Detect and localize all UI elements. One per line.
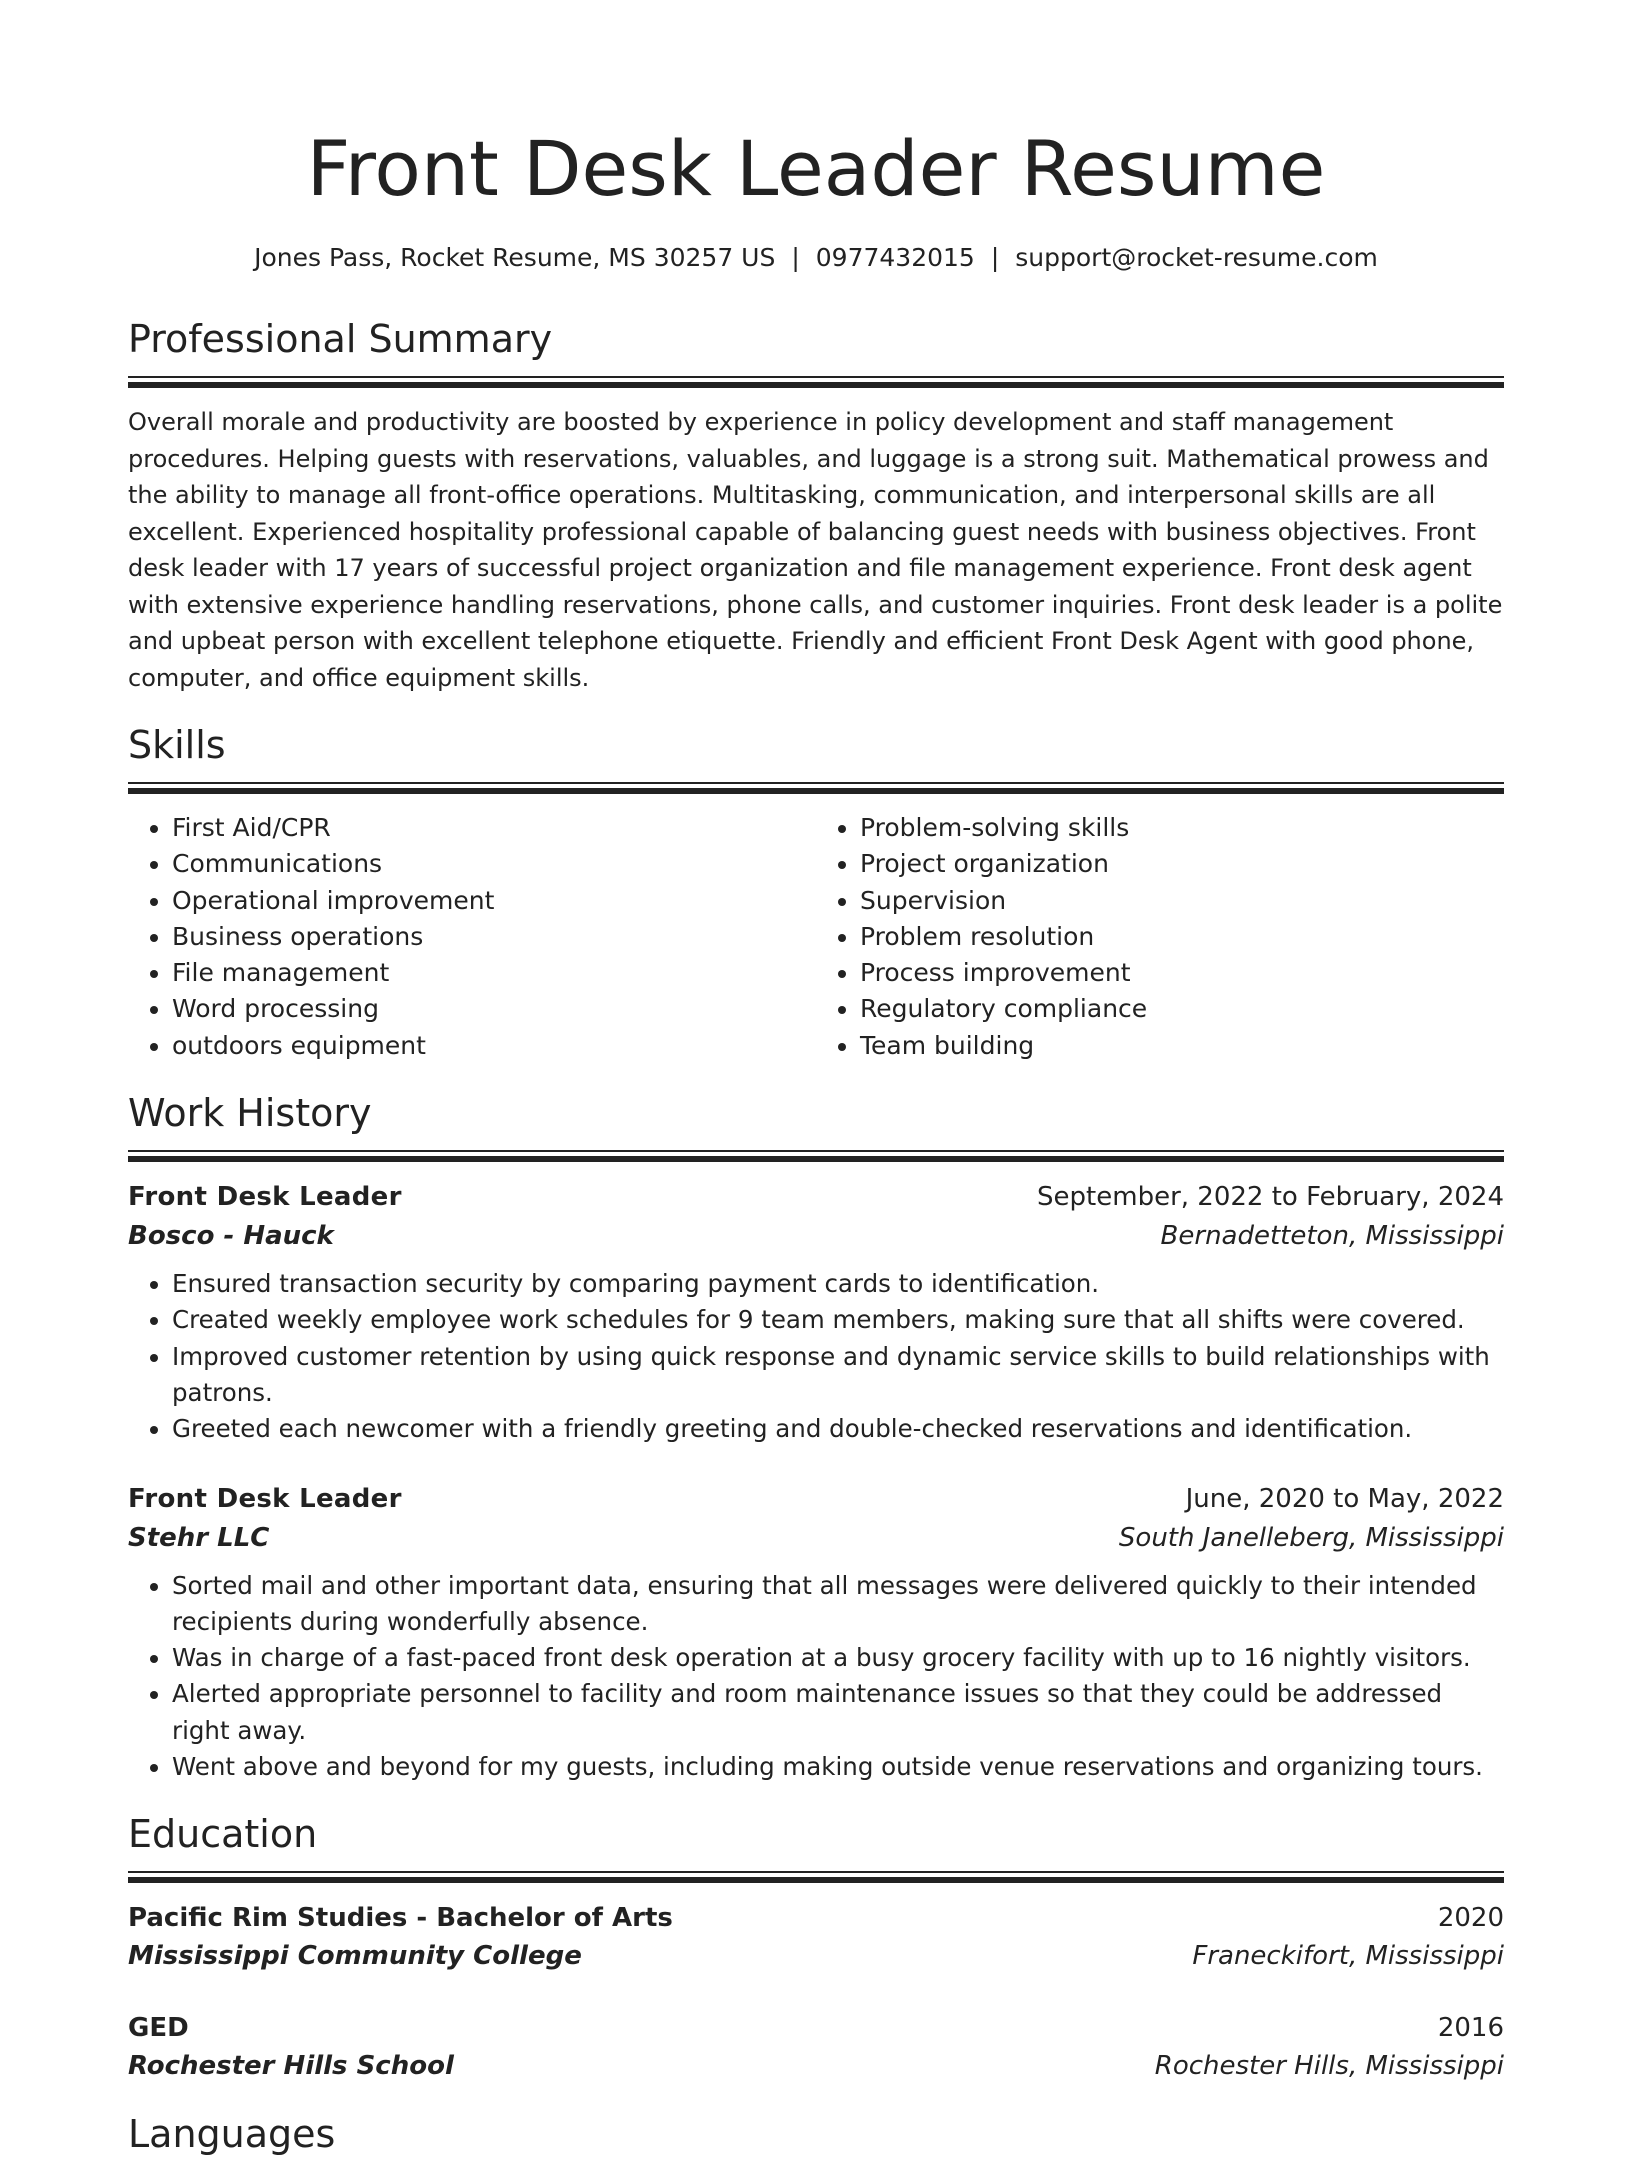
skill-item: • Business operations xyxy=(172,919,816,955)
job-header xyxy=(128,1178,1504,1216)
section-title-summary: Professional Summary xyxy=(128,317,553,361)
skill-item: • Regulatory compliance xyxy=(860,991,1504,1027)
job-dates: September, 2022 to February, 2024 xyxy=(1037,1182,1504,1213)
education-year: 2020 xyxy=(1437,1903,1504,1934)
summary-text: Overall morale and productivity are boosted by experience in policy development and staff management procedures. Helping guests with reservations, valuables, and luggage is a strong suit. Mathematical prowess and the ability to manage all front-office operations. Multitasking, communication, and interpersonal skills are all excellent. Experienced hospitality professional capable of balancing guest needs with business objectives. Front desk leader with 17 years of successful project organization and file management experience. Front desk agent with extensive experience handling reservations, phone calls, and customer inquiries. Front desk leader is a polite and upbeat person with excellent telephone etiquette. Friendly and efficient Front Desk Agent with good phone, computer, and office equipment skills. xyxy=(128,408,1503,692)
skill-item: • Operational improvement xyxy=(172,883,816,919)
education-location: Franeckifort, Mississippi xyxy=(1192,1941,1504,1972)
summary-section xyxy=(128,316,1504,696)
job-bullet: • Ensured transaction security by comparing payment cards to identification. xyxy=(172,1266,1504,1302)
languages-section xyxy=(128,2111,1504,2157)
skill-item: • File management xyxy=(172,955,816,991)
job-dates: June, 2020 to May, 2022 xyxy=(1185,1483,1504,1514)
contact-line xyxy=(128,242,1504,274)
skill-item: • Project organization xyxy=(860,846,1504,882)
section-rule-thin xyxy=(128,782,1504,784)
section-rule-thick xyxy=(128,1156,1504,1162)
skill-item: • Problem-solving skills xyxy=(860,810,1504,846)
section-rule-thin xyxy=(128,376,1504,378)
section-title-skills: Skills xyxy=(128,723,226,767)
education-header xyxy=(128,1899,1504,1937)
skill-item: • Process improvement xyxy=(860,955,1504,991)
job-bullet: • Sorted mail and other important data, ensuring that all messages were delivered quickly to their intended recipients during wonderfully absence. xyxy=(172,1568,1504,1641)
job-entry xyxy=(128,1178,1504,1447)
job-entry xyxy=(128,1480,1504,1786)
job-bullet: • Greeted each newcomer with a friendly greeting and double-checked reservations and identification. xyxy=(172,1411,1504,1447)
section-title-languages: Languages xyxy=(128,2112,336,2157)
job-location: Bernadetteton, Mississippi xyxy=(1160,1221,1504,1252)
education-location: Rochester Hills, Mississippi xyxy=(1154,2051,1504,2082)
skills-columns xyxy=(128,810,1504,1064)
education-section xyxy=(128,1811,1504,2085)
skill-item: • outdoors equipment xyxy=(172,1028,816,1064)
job-title: Front Desk Leader xyxy=(128,1182,402,1213)
work-section xyxy=(128,1090,1504,1785)
education-school: Mississippi Community College xyxy=(128,1941,582,1972)
section-rule-thin xyxy=(128,1871,1504,1873)
job-company: Bosco - Hauck xyxy=(128,1221,334,1252)
skill-item: • First Aid/CPR xyxy=(172,810,816,846)
job-bullet: • Alerted appropriate personnel to facility and room maintenance issues so that they could be addressed right away. xyxy=(172,1676,1504,1749)
section-title-work: Work History xyxy=(128,1091,372,1136)
job-bullets xyxy=(128,1568,1504,1786)
contact-email: support@rocket-resume.com xyxy=(1015,243,1378,272)
contact-separator: | xyxy=(990,243,1000,272)
job-subheader xyxy=(128,1216,1504,1256)
education-header xyxy=(128,2009,1504,2047)
section-rule-thin xyxy=(128,1150,1504,1152)
job-header xyxy=(128,1480,1504,1518)
section-rule-thick xyxy=(128,1877,1504,1883)
job-bullet: • Created weekly employee work schedules for 9 team members, making sure that all shifts were covered. xyxy=(172,1302,1504,1338)
job-bullet: • Improved customer retention by using quick response and dynamic service skills to build relationships with patrons. xyxy=(172,1339,1504,1412)
skills-section xyxy=(128,722,1504,1064)
contact-separator: | xyxy=(791,243,800,272)
skills-list-right xyxy=(816,810,1504,1064)
education-year: 2016 xyxy=(1437,2013,1504,2044)
section-title-education: Education xyxy=(128,1812,318,1857)
contact-address: Jones Pass, Rocket Resume, MS 30257 US xyxy=(254,243,776,272)
job-bullet: • Was in charge of a fast-paced front desk operation at a busy grocery facility with up to 16 nightly visitors. xyxy=(172,1640,1504,1676)
skill-item: • Team building xyxy=(860,1028,1504,1064)
education-entry xyxy=(128,1899,1504,1975)
contact-phone: 0977432015 xyxy=(815,243,975,272)
job-bullets xyxy=(128,1266,1504,1447)
skill-item: • Supervision xyxy=(860,883,1504,919)
education-school: Rochester Hills School xyxy=(128,2051,454,2082)
education-degree: GED xyxy=(128,2013,189,2044)
resume-title: Front Desk Leader Resume xyxy=(306,124,1326,213)
job-subheader xyxy=(128,1518,1504,1558)
skills-list-left xyxy=(128,810,816,1064)
resume-page xyxy=(128,0,1504,2157)
skill-item: • Word processing xyxy=(172,991,816,1027)
education-subheader xyxy=(128,2047,1504,2085)
job-company: Stehr LLC xyxy=(128,1522,270,1553)
job-title: Front Desk Leader xyxy=(128,1483,402,1514)
skill-item: • Problem resolution xyxy=(860,919,1504,955)
education-subheader xyxy=(128,1937,1504,1975)
education-entry xyxy=(128,2009,1504,2085)
job-location: South Janelleberg, Mississippi xyxy=(1118,1522,1504,1553)
section-rule-thick xyxy=(128,382,1504,388)
job-bullet: • Went above and beyond for my guests, including making outside venue reservations and organizing tours. xyxy=(172,1749,1504,1785)
education-degree: Pacific Rim Studies - Bachelor of Arts xyxy=(128,1903,673,1934)
section-rule-thick xyxy=(128,788,1504,794)
skill-item: • Communications xyxy=(172,846,816,882)
